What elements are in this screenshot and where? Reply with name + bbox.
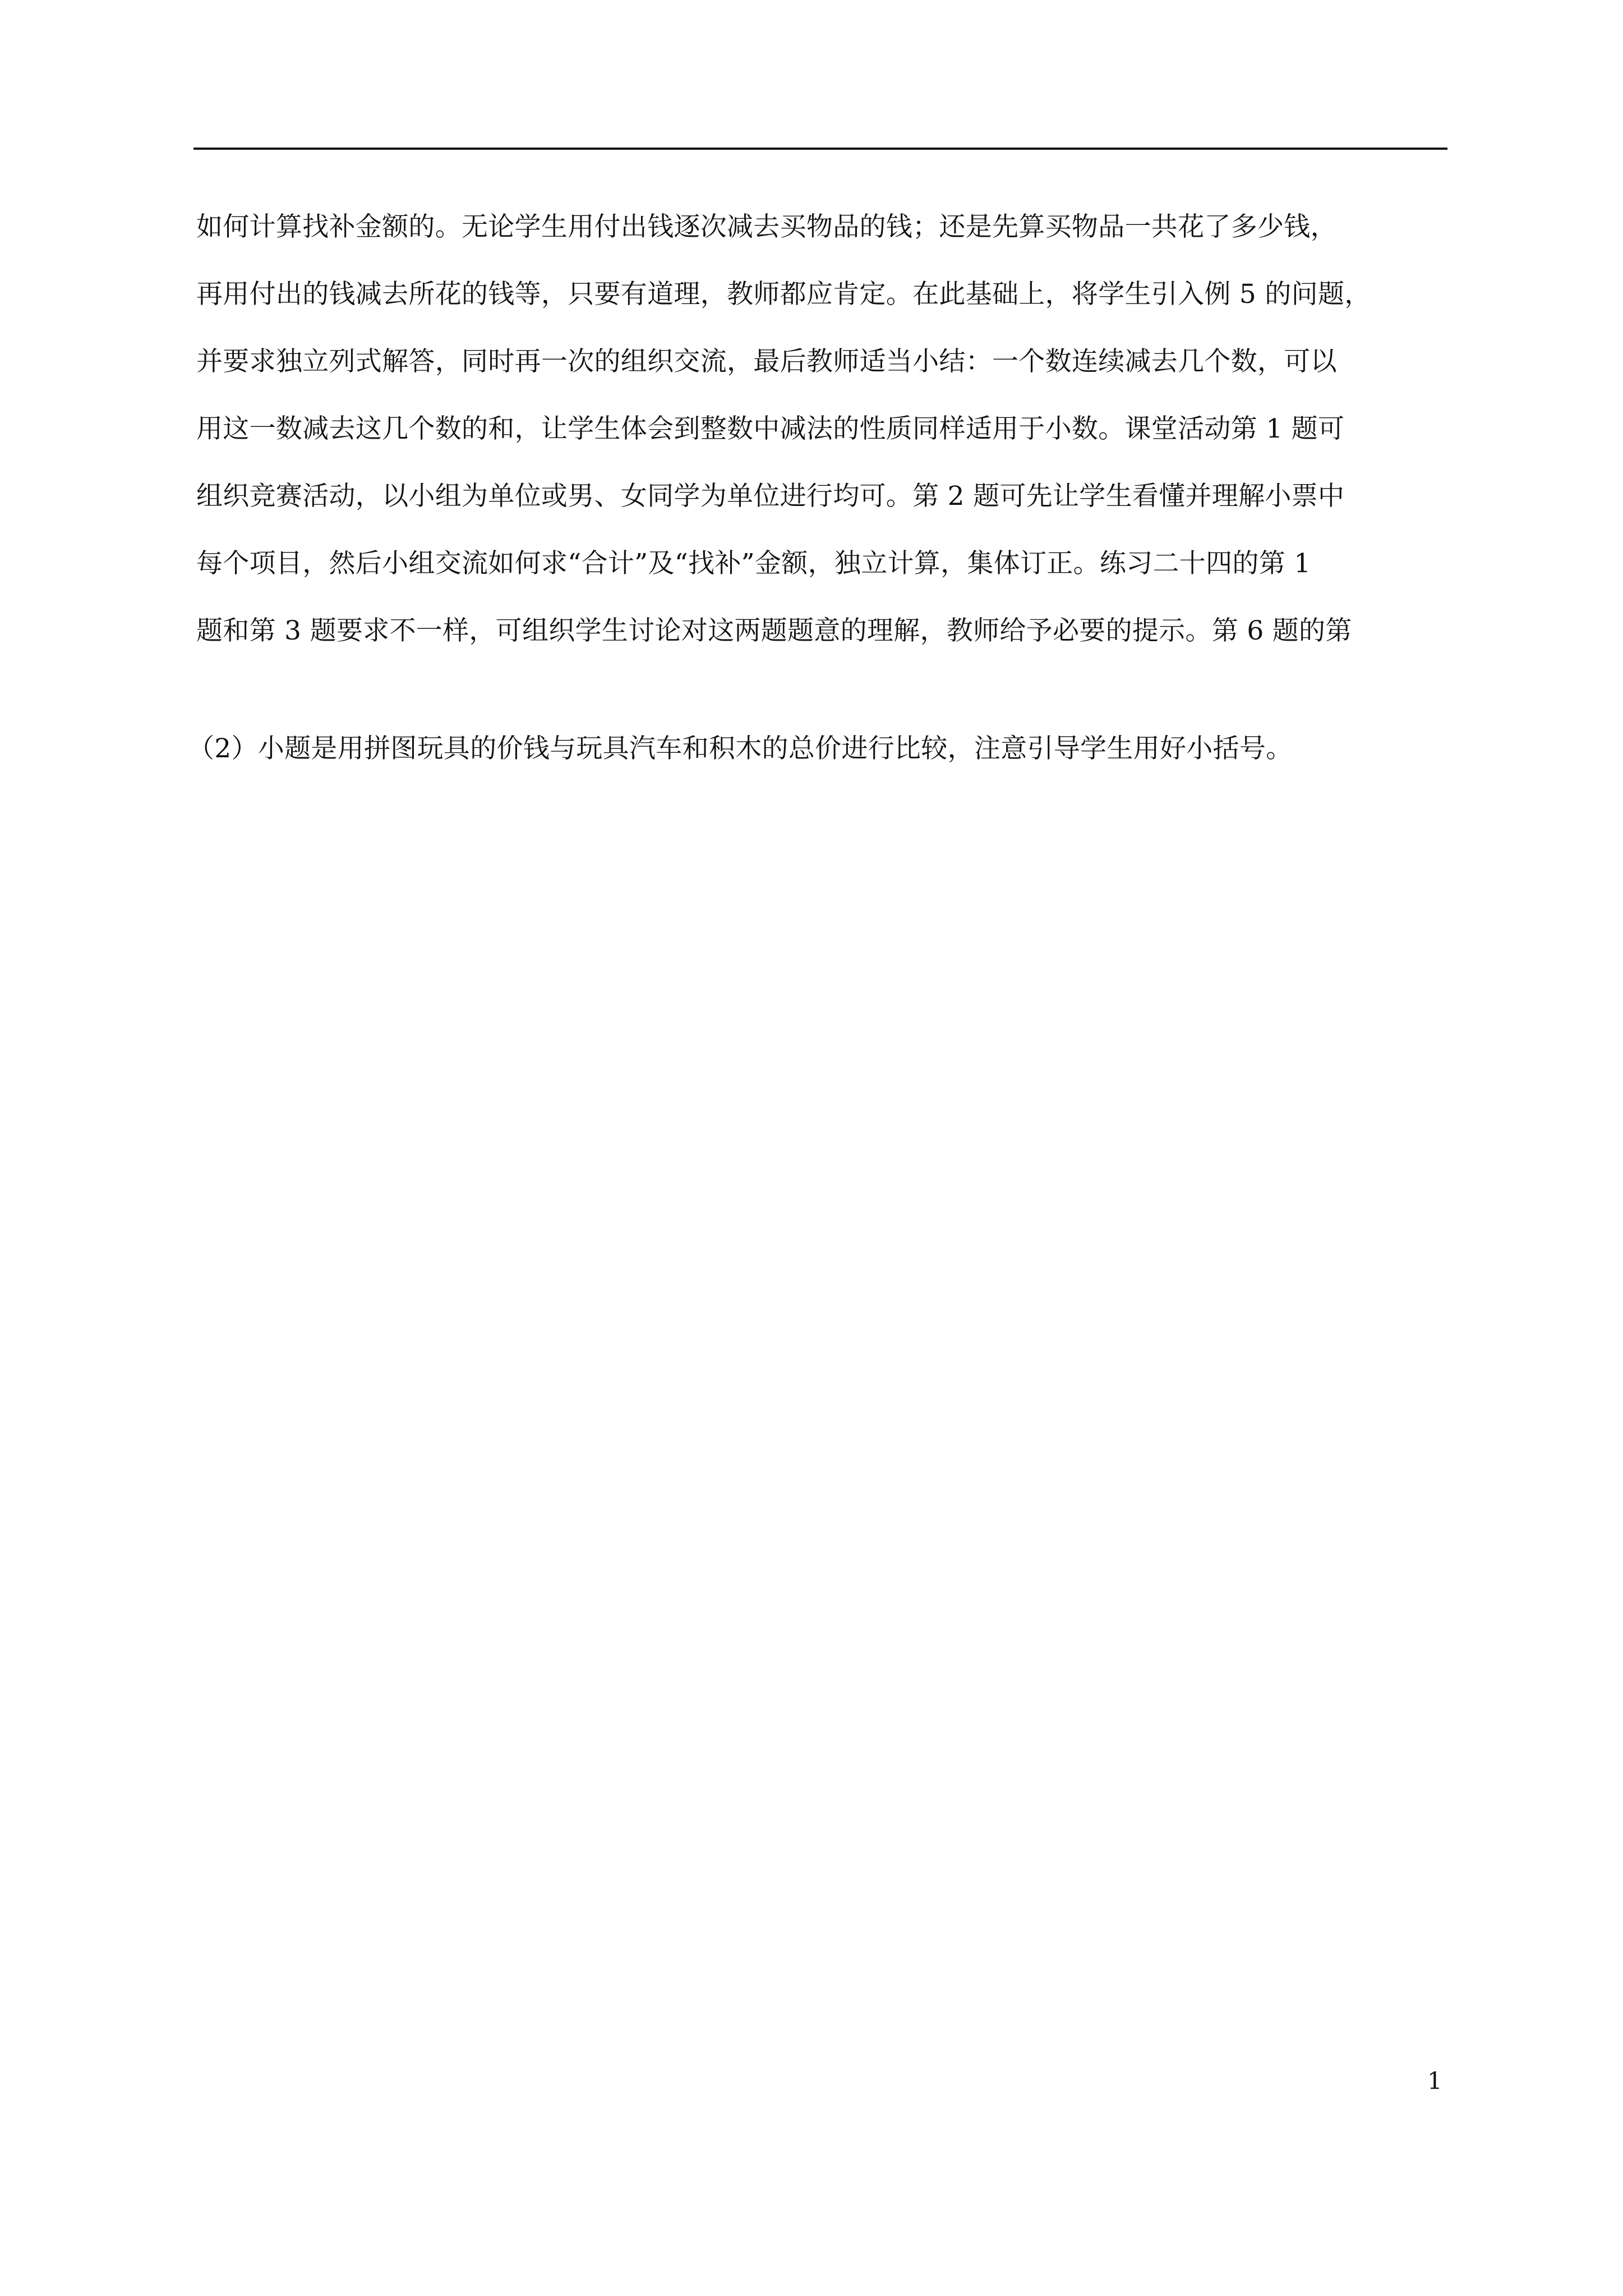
paragraph-line-5: 组织竞赛活动，以小组为单位或男、女同学为单位进行均可。第 2 题可先让学生看懂并理解小票中 [196, 481, 1345, 512]
paragraph-line-6: 每个项目，然后小组交流如何求“合计”及“找补”金额，独立计算，集体订正。练习二十四的第 1 [196, 548, 1311, 579]
paragraph-line-2: 再用付出的钱减去所花的钱等，只要有道理，教师都应肯定。在此基础上，将学生引入例 5 的问题， [196, 279, 1371, 310]
paragraph-line-4: 用这一数减去这几个数的和，让学生体会到整数中减法的性质同样适用于小数。课堂活动第 1 题可 [196, 413, 1345, 444]
paragraph-line-7: 题和第 3 题要求不一样，可组织学生讨论对这两题题意的理解，教师给予必要的提示。第 6 题的第 [196, 615, 1352, 646]
paragraph-line-1: 如何计算找补金额的。无论学生用付出钱逐次减去买物品的钱；还是先算买物品一共花了多少钱， [196, 211, 1337, 242]
final-line: （2）小题是用拼图玩具的价钱与玩具汽车和积木的总价进行比较，注意引导学生用好小括号。 [188, 733, 1293, 764]
page-number: 1 [1427, 2067, 1442, 2095]
paragraph-line-3: 并要求独立列式解答，同时再一次的组织交流，最后教师适当小结：一个数连续减去几个数，可以 [196, 346, 1337, 377]
header-rule [193, 148, 1447, 150]
